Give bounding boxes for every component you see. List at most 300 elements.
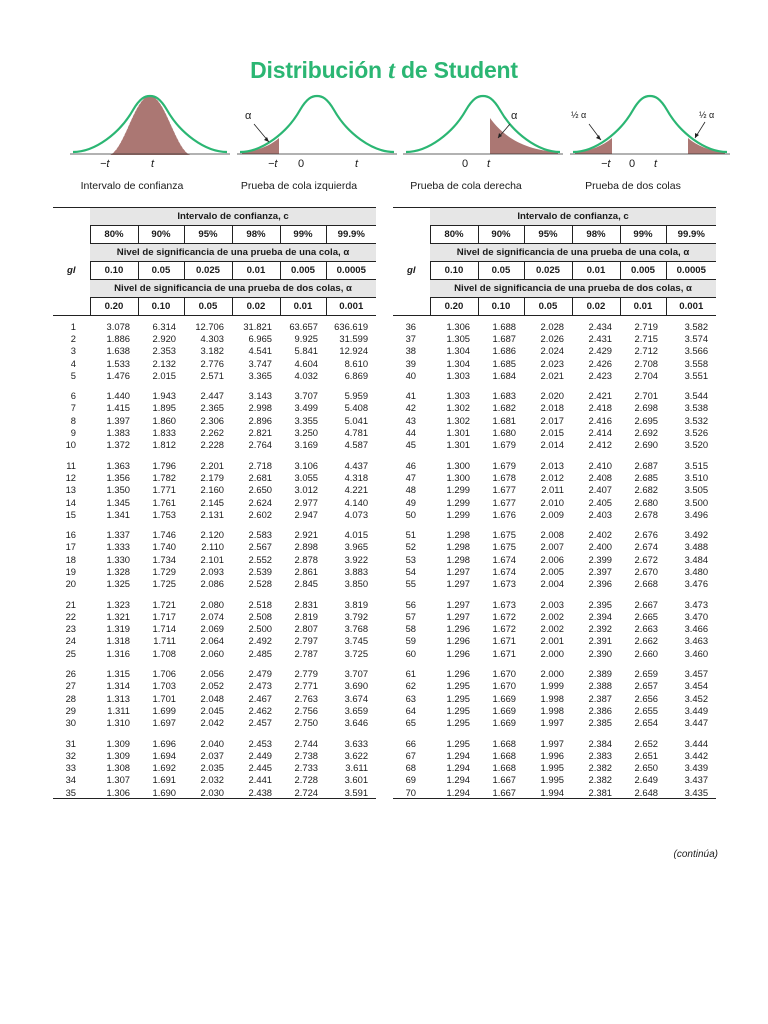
critical-value-cell: 2.074 [200,610,224,622]
critical-value-cell: 4.032 [294,369,318,381]
critical-value-cell: 2.418 [588,402,612,414]
critical-value-cell: 1.997 [540,737,564,749]
table-row [393,459,716,471]
critical-value-cell: 2.670 [634,565,658,577]
critical-value-cell: 2.698 [634,402,658,414]
critical-value-cell: 3.454 [684,680,709,692]
critical-value-cell: 3.768 [344,623,369,635]
critical-value-cell: 1.297 [446,578,470,590]
degrees-of-freedom-cell: 48 [405,484,416,496]
critical-value-cell: 1.683 [492,390,516,402]
critical-value-cell: 1.679 [492,459,516,471]
row-group-gap [393,451,716,459]
two-tail-002: 0.02 [572,298,620,316]
critical-value-cell: 2.410 [588,459,612,471]
table-row [53,717,376,729]
critical-value-cell: 2.861 [294,565,318,577]
critical-value-cell: 1.725 [152,578,176,590]
critical-value-cell: 1.308 [106,762,130,774]
table-row [53,565,376,577]
critical-value-cell: 2.262 [200,427,224,439]
critical-value-cell: 3.447 [684,717,709,729]
critical-value-cell: 2.656 [634,692,658,704]
critical-value-cell: 1.677 [492,496,516,508]
critical-value-cell: 1.734 [152,553,176,565]
critical-value-cell: 4.015 [344,529,369,541]
gl-label: gl [406,265,416,276]
critical-value-cell: 1.998 [540,692,564,704]
critical-value-cell: 2.396 [588,578,612,590]
critical-value-cell: 2.020 [540,390,564,402]
critical-value-cell: 2.650 [634,762,658,774]
critical-value-cell: 2.397 [588,565,612,577]
critical-value-cell: 2.878 [294,553,318,565]
critical-value-cell: 3.488 [684,541,709,553]
table-row [393,345,716,357]
degrees-of-freedom-cell: 68 [405,762,416,774]
critical-value-cell: 2.000 [540,668,564,680]
critical-value-cell: 1.476 [106,369,130,381]
table-row [393,357,716,369]
row-group-gap [53,451,376,459]
critical-value-cell: 2.004 [540,578,564,590]
table-row [53,496,376,508]
critical-value-cell: 2.724 [280,786,326,799]
critical-value-cell: 2.678 [634,508,658,520]
critical-value-cell: 1.694 [152,749,176,761]
critical-value-cell: 1.299 [446,508,470,520]
critical-value-cell: 1.994 [524,786,572,799]
critical-value-cell: 1.302 [446,402,470,414]
critical-value-cell: 3.591 [326,786,376,799]
critical-value-cell: 3.484 [684,553,709,565]
critical-value-cell: 1.691 [152,774,176,786]
table-row [393,565,716,577]
critical-value-cell: 1.684 [492,369,516,381]
table-row [53,357,376,369]
one-tail-001: 0.01 [232,262,280,280]
critical-value-cell: 1.753 [152,508,176,520]
critical-value-cell: 2.381 [572,786,620,799]
critical-value-cell: 2.069 [200,623,224,635]
degrees-of-freedom-cell: 27 [65,680,76,692]
degrees-of-freedom-cell: 70 [393,786,430,799]
critical-value-cell: 1.995 [540,762,564,774]
table-row [393,635,716,647]
critical-value-cell: 1.692 [152,762,176,774]
critical-value-cell: 2.518 [248,598,272,610]
table-body-right [393,316,716,799]
table-row [393,508,716,520]
critical-value-cell: 2.676 [634,529,658,541]
critical-value-cell: 2.624 [248,496,272,508]
critical-value-cell: 1.440 [106,390,130,402]
critical-value-cell: 2.003 [540,598,564,610]
critical-value-cell: 4.604 [294,357,318,369]
table-row [53,402,376,414]
critical-value-cell: 2.228 [200,439,224,451]
critical-value-cell: 2.408 [588,471,612,483]
critical-value-cell: 2.392 [588,623,612,635]
critical-value-cell: 4.073 [344,508,369,520]
row-group-gap [53,659,376,667]
critical-value-cell: 2.032 [200,774,224,786]
critical-value-cell: 1.301 [446,439,470,451]
degrees-of-freedom-cell: 12 [65,471,76,483]
table-row [393,332,716,344]
critical-value-cell: 1.696 [152,737,176,749]
critical-value-cell: 2.018 [540,402,564,414]
critical-value-cell: 2.382 [588,774,612,786]
half-alpha-label-left: ½ α [571,110,587,120]
critical-value-cell: 1.296 [446,668,470,680]
table-row [53,667,376,679]
critical-value-cell: 1.304 [446,357,470,369]
critical-value-cell: 1.638 [106,345,130,357]
critical-value-cell: 1.337 [106,529,130,541]
confidence-interval-header: Intervalo de confianza, c [517,211,629,222]
critical-value-cell: 2.179 [200,471,224,483]
critical-value-cell: 1.298 [446,553,470,565]
critical-value-cell: 2.017 [540,414,564,426]
critical-value-cell: 3.473 [684,598,709,610]
critical-value-cell: 3.532 [684,414,709,426]
conf-999: 99.9% [326,226,376,244]
critical-value-cell: 2.719 [634,320,658,332]
critical-value-cell: 3.012 [294,484,318,496]
critical-value-cell: 1.670 [492,668,516,680]
critical-value-cell: 2.145 [200,496,224,508]
critical-value-cell: 2.002 [540,610,564,622]
critical-value-cell: 3.792 [344,610,369,622]
degrees-of-freedom-cell: 33 [65,762,76,774]
critical-value-cell: 2.402 [588,529,612,541]
degrees-of-freedom-cell: 26 [65,668,76,680]
critical-value-cell: 2.009 [540,508,564,520]
critical-value-cell: 2.733 [294,762,318,774]
one-tail-010: 0.10 [430,262,478,280]
critical-value-cell: 2.771 [294,680,318,692]
table-row [53,553,376,565]
two-tail-010: 0.10 [138,298,184,316]
critical-value-cell: 2.500 [248,623,272,635]
conf-98: 98% [572,226,620,244]
critical-value-cell: 1.681 [492,414,516,426]
one-tail-0025: 0.025 [184,262,232,280]
critical-value-cell: 3.492 [684,529,709,541]
table-row [393,786,716,799]
degrees-of-freedom-cell: 38 [405,345,416,357]
critical-value-cell: 1.701 [152,692,176,704]
critical-value-cell: 2.920 [152,332,176,344]
degrees-of-freedom-cell: 28 [65,692,76,704]
critical-value-cell: 1.323 [106,598,130,610]
conf-95: 95% [524,226,572,244]
table-row [53,414,376,426]
critical-value-cell: 8.610 [344,357,369,369]
degrees-of-freedom-cell: 57 [405,610,416,622]
critical-value-cell: 3.544 [684,390,709,402]
critical-value-cell: 2.400 [588,541,612,553]
critical-value-cell: 1.294 [446,762,470,774]
critical-value-cell: 2.045 [200,704,224,716]
critical-value-cell: 1.686 [492,345,516,357]
critical-value-cell: 3.250 [294,427,318,439]
critical-value-cell: 2.663 [634,623,658,635]
degrees-of-freedom-cell: 45 [405,439,416,451]
critical-value-cell: 2.712 [634,345,658,357]
critical-value-cell: 3.526 [684,427,709,439]
critical-value-cell: 1.297 [446,610,470,622]
critical-value-cell: 3.480 [684,565,709,577]
critical-value-cell: 4.303 [200,332,224,344]
critical-value-cell: 2.567 [248,541,272,553]
critical-value-cell: 3.078 [106,320,130,332]
table-row [53,426,376,438]
critical-value-cell: 2.416 [588,414,612,426]
critical-value-cell: 3.466 [684,623,709,635]
critical-value-cell: 2.779 [294,668,318,680]
critical-value-cell: 2.101 [200,553,224,565]
critical-value-cell: 1.860 [152,414,176,426]
critical-value-cell: 2.353 [152,345,176,357]
critical-value-cell: 1.667 [478,786,524,799]
critical-value-cell: 1.303 [446,369,470,381]
critical-value-cell: 1.299 [446,484,470,496]
table-body-left [53,316,376,799]
degrees-of-freedom-cell: 43 [405,414,416,426]
one-tail-header: Nivel de significancia de una prueba de una cola, α [90,244,376,262]
table-row [53,459,376,471]
critical-value-cell: 1.309 [106,749,130,761]
critical-value-cell: 2.651 [634,749,658,761]
label-minus-t: −t [601,158,611,170]
critical-value-cell: 2.708 [634,357,658,369]
critical-value-cell: 2.414 [588,427,612,439]
critical-value-cell: 12.924 [339,345,369,357]
critical-value-cell: 1.688 [492,320,516,332]
label-zero: 0 [629,158,636,170]
continued-note: (continúa) [673,849,718,860]
critical-value-cell: 1.296 [446,623,470,635]
label-minus-t: −t [100,158,110,170]
label-minus-t: −t [268,158,278,170]
degrees-of-freedom-cell: 55 [405,578,416,590]
critical-value-cell: 1.771 [152,484,176,496]
critical-value-cell: 3.965 [344,541,369,553]
critical-value-cell: 6.314 [152,320,176,332]
critical-value-cell: 2.110 [201,541,224,553]
degrees-of-freedom-cell: 41 [405,390,416,402]
critical-value-cell: 4.221 [344,484,369,496]
degrees-of-freedom-cell: 10 [65,439,76,451]
critical-value-cell: 1.679 [492,439,516,451]
critical-value-cell: 3.601 [344,774,369,786]
critical-value-cell: 1.886 [106,332,130,344]
critical-value-cell: 1.303 [446,390,470,402]
degrees-of-freedom-cell: 66 [405,737,416,749]
critical-value-cell: 3.659 [344,704,369,716]
table-row [53,471,376,483]
critical-value-cell: 3.707 [344,668,369,680]
degrees-of-freedom-cell: 65 [405,717,416,729]
degrees-of-freedom-cell: 37 [405,332,416,344]
label-t: t [151,158,155,170]
page-title: Distribución t de Student [250,57,518,84]
critical-value-cell: 2.006 [540,553,564,565]
label-zero: 0 [462,158,469,170]
critical-value-cell: 2.131 [200,508,224,520]
critical-value-cell: 2.921 [294,529,318,541]
one-tail-00005: 0.0005 [326,262,376,280]
degrees-of-freedom-cell: 25 [65,647,76,659]
critical-value-cell: 2.120 [200,529,224,541]
critical-value-cell: 1.668 [492,749,516,761]
table-row [53,704,376,716]
critical-value-cell: 3.707 [294,390,318,402]
table-row [53,320,376,332]
critical-value-cell: 3.496 [684,508,709,520]
degrees-of-freedom-cell: 13 [65,484,76,496]
critical-value-cell: 2.391 [588,635,612,647]
degrees-of-freedom-cell: 51 [405,529,416,541]
critical-value-cell: 2.037 [200,749,224,761]
degrees-of-freedom-cell: 63 [405,692,416,704]
conf-999: 99.9% [666,226,716,244]
critical-value-cell: 3.505 [684,484,709,496]
critical-value-cell: 1.311 [107,704,130,716]
critical-value-cell: 1.669 [492,704,516,716]
critical-value-cell: 1.345 [106,496,130,508]
table-row [393,484,716,496]
critical-value-cell: 1.668 [492,737,516,749]
table-row [53,774,376,786]
half-alpha-label-right: ½ α [699,110,715,120]
critical-value-cell: 4.318 [344,471,369,483]
table-row [393,774,716,786]
degrees-of-freedom-cell: 39 [405,357,416,369]
table-row [393,414,716,426]
critical-value-cell: 1.295 [446,680,470,692]
critical-value-cell: 2.201 [200,459,224,471]
critical-value-cell: 2.445 [248,762,272,774]
critical-value-cell: 1.761 [152,496,176,508]
critical-value-cell: 2.659 [634,668,658,680]
critical-value-cell: 1.673 [492,598,516,610]
table-row [393,471,716,483]
critical-value-cell: 1.740 [152,541,176,553]
critical-value-cell: 1.699 [152,704,176,716]
critical-value-cell: 1.997 [540,717,564,729]
critical-value-cell: 3.439 [684,762,709,774]
critical-value-cell: 2.385 [588,717,612,729]
critical-value-cell: 3.457 [684,668,709,680]
critical-value-cell: 2.687 [634,459,658,471]
critical-value-cell: 3.582 [684,320,709,332]
two-tail-020: 0.20 [430,298,478,316]
critical-value-cell: 1.300 [446,459,470,471]
critical-value-cell: 2.896 [248,414,272,426]
critical-value-cell: 2.011 [541,484,564,496]
table-row [53,484,376,496]
critical-value-cell: 3.819 [344,598,369,610]
degrees-of-freedom-cell: 18 [65,553,76,565]
curve-caption-two-tail: Prueba de dos colas [585,180,681,192]
degrees-of-freedom-cell: 47 [405,471,416,483]
degrees-of-freedom-cell: 60 [405,647,416,659]
critical-value-cell: 2.040 [200,737,224,749]
row-group-gap [53,520,376,528]
two-tail-005: 0.05 [184,298,232,316]
one-tail-001: 0.01 [572,262,620,280]
critical-value-cell: 1.685 [492,357,516,369]
critical-value-cell: 2.650 [248,484,272,496]
critical-value-cell: 1.678 [492,471,516,483]
table-row [393,369,716,381]
degrees-of-freedom-cell: 7 [70,402,76,414]
one-tail-010: 0.10 [90,262,138,280]
critical-value-cell: 2.365 [200,402,224,414]
critical-value-cell: 1.729 [152,565,176,577]
critical-value-cell: 2.668 [634,578,658,590]
degrees-of-freedom-cell: 40 [405,369,416,381]
critical-value-cell: 1.305 [446,332,470,344]
critical-value-cell: 3.725 [344,647,369,659]
critical-value-cell: 3.460 [684,647,709,659]
critical-value-cell: 3.442 [684,749,709,761]
degrees-of-freedom-cell: 29 [65,704,76,716]
degrees-of-freedom-cell: 52 [405,541,416,553]
critical-value-cell: 2.648 [620,786,666,799]
critical-value-cell: 1.415 [106,402,130,414]
critical-value-cell: 1.746 [152,529,176,541]
critical-value-cell: 2.008 [540,529,564,541]
degrees-of-freedom-cell: 2 [70,332,76,344]
one-tail-header: Nivel de significancia de una prueba de una cola, α [430,244,716,262]
degrees-of-freedom-cell: 8 [70,414,76,426]
critical-value-cell: 1.996 [540,749,564,761]
critical-value-cell: 1.533 [106,357,130,369]
degrees-of-freedom-cell: 17 [65,541,76,553]
critical-value-cell: 1.296 [446,647,470,659]
critical-value-cell: 1.330 [106,553,130,565]
critical-value-cell: 1.711 [153,635,176,647]
critical-value-cell: 2.583 [248,529,272,541]
table-row [53,332,376,344]
critical-value-cell: 3.452 [684,692,709,704]
critical-value-cell: 3.850 [344,578,369,590]
critical-value-cell: 1.301 [446,427,470,439]
critical-value-cell: 1.302 [446,414,470,426]
table-row [53,762,376,774]
critical-value-cell: 1.295 [446,717,470,729]
degrees-of-freedom-cell: 61 [405,668,416,680]
critical-value-cell: 1.721 [152,598,176,610]
table-row [53,692,376,704]
degrees-of-freedom-cell: 42 [405,402,416,414]
critical-value-cell: 1.674 [492,553,516,565]
critical-value-cell: 1.690 [138,786,184,799]
critical-value-cell: 3.674 [344,692,369,704]
critical-value-cell: 1.672 [492,623,516,635]
critical-value-cell: 1.304 [446,345,470,357]
table-row [53,610,376,622]
critical-value-cell: 1.319 [106,623,130,635]
critical-value-cell: 1.669 [492,717,516,729]
degrees-of-freedom-cell: 30 [65,717,76,729]
critical-value-cell: 2.035 [200,762,224,774]
one-tail-0025: 0.025 [524,262,572,280]
